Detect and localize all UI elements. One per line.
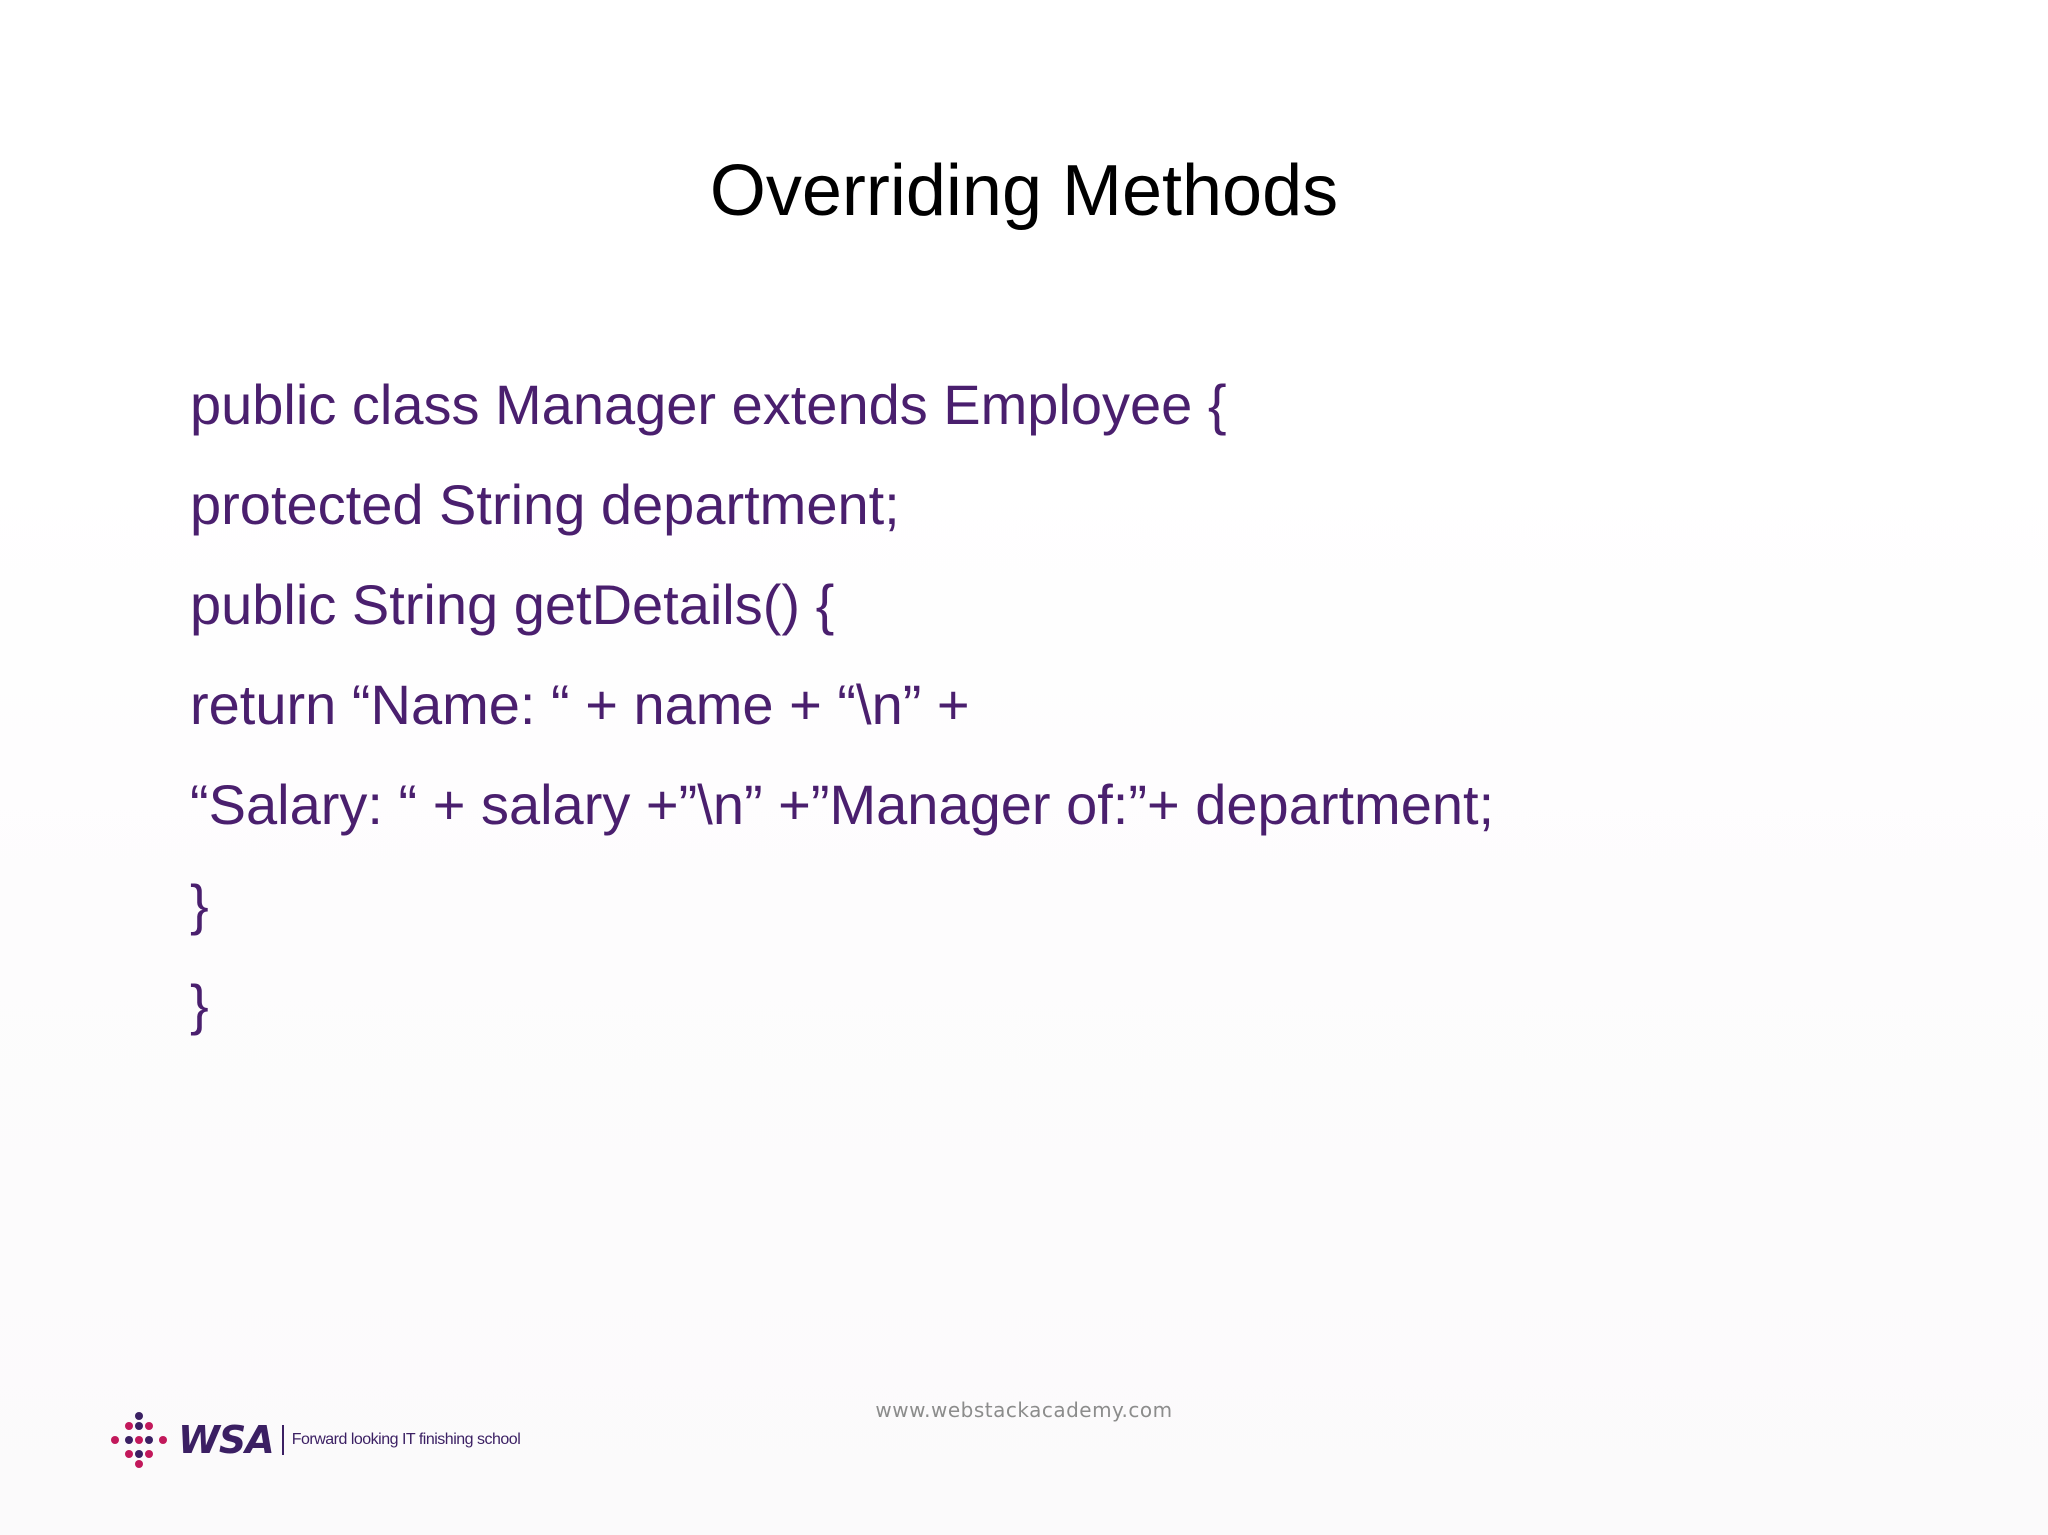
code-line: } [190,873,209,936]
logo-tagline: Forward looking IT finishing school [291,1431,521,1448]
logo-wordmark: WSA [178,1418,274,1462]
code-line: public class Manager extends Employee { [190,373,1227,436]
footer-url: www.webstackacademy.com [875,1398,1173,1422]
logo-divider [282,1425,284,1455]
code-line: protected String department; [190,473,900,536]
slide-title: Overriding Methods [709,151,1339,231]
code-line: } [190,973,209,1036]
code-line: return “Name: “ + name + “\n” + [190,673,970,736]
code-block [190,355,1494,1055]
code-line: public String getDetails() { [190,573,835,636]
wsa-logo [110,1410,520,1470]
code-line: “Salary: “ + salary +”\n” +”Manager of:”+ department; [190,773,1495,836]
logo-dots-icon [110,1411,168,1469]
